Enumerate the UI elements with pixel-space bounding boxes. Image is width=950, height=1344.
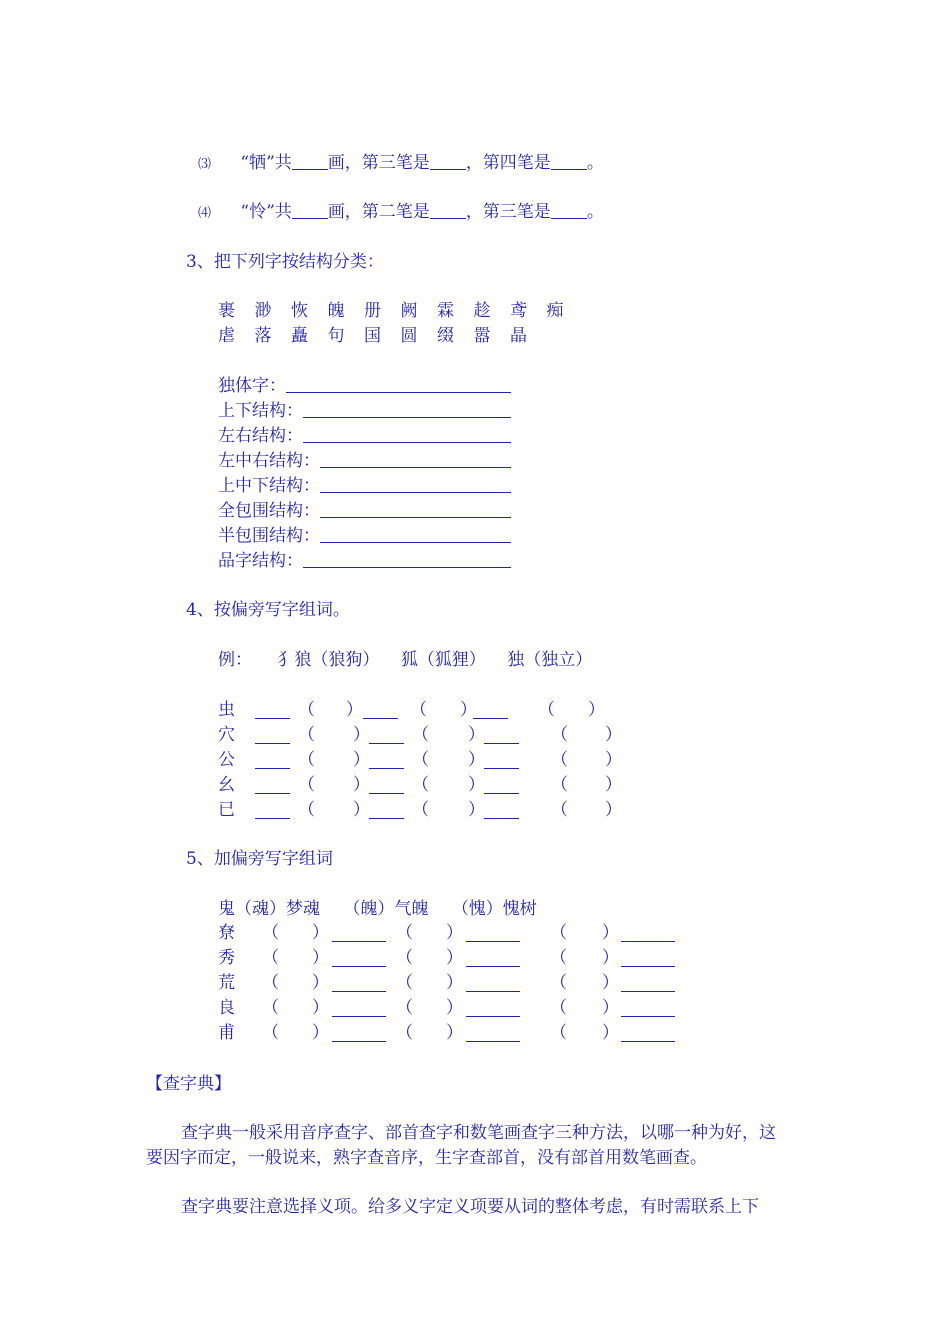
radical: 公 — [218, 750, 235, 770]
close-paren: ） — [353, 725, 370, 745]
paragraph-1-line-1: 查字典一般采用音序查字、部首查字和数笔画查字三种方法，以哪一种为好，这 — [181, 1123, 776, 1143]
open-paren: （ — [550, 1023, 567, 1043]
q4-example — [218, 649, 592, 671]
close-paren: ） — [468, 725, 485, 745]
q3-char-row-1 — [218, 300, 583, 322]
open-paren: （ — [262, 973, 279, 993]
open-paren: （ — [550, 973, 567, 993]
close-paren: ） — [312, 923, 329, 943]
q4-title: 4、按偏旁写字组词。 — [186, 600, 350, 620]
item-text: “牺”共 — [240, 153, 292, 173]
answer-blank[interactable] — [466, 1000, 520, 1017]
char: 虐 — [218, 326, 235, 346]
radical: 幺 — [218, 775, 235, 795]
close-paren: ） — [602, 998, 619, 1018]
q3-title: 3、把下列字按结构分类： — [186, 252, 384, 272]
open-paren: （ — [412, 725, 429, 745]
open-paren: （ — [551, 750, 568, 770]
radical: 穴 — [218, 725, 235, 745]
answer-blank[interactable] — [332, 1025, 386, 1042]
close-paren: ） — [602, 923, 619, 943]
close-paren: ） — [353, 800, 370, 820]
open-paren: （ — [396, 998, 413, 1018]
answer-blank[interactable] — [466, 975, 520, 992]
answer-line[interactable] — [303, 426, 511, 443]
open-paren: （ — [550, 948, 567, 968]
char: 册 — [364, 301, 381, 321]
answer-blank[interactable] — [621, 925, 675, 942]
open-paren: （ — [396, 1023, 413, 1043]
open-paren: （ — [262, 948, 279, 968]
close-paren: ） — [605, 725, 622, 745]
radical: 尞 — [218, 923, 235, 943]
answer-line[interactable] — [303, 551, 511, 568]
answer-blank[interactable] — [292, 153, 328, 170]
category-label: 全包围结构： — [218, 501, 320, 521]
char: 阙 — [400, 301, 418, 321]
radical: 甫 — [218, 1023, 235, 1043]
open-paren: （ — [412, 750, 429, 770]
section-title: 【查字典】 — [146, 1074, 231, 1094]
open-paren: （ — [538, 700, 555, 720]
close-paren: ） — [468, 800, 485, 820]
char: 魄 — [327, 301, 345, 321]
answer-blank[interactable] — [621, 975, 675, 992]
open-paren: （ — [298, 800, 315, 820]
example-item: （魄）气魄 — [343, 899, 429, 919]
category-label: 品字结构： — [218, 551, 303, 571]
answer-line[interactable] — [320, 526, 511, 543]
example-item: 鬼（魂）梦魂 — [218, 899, 320, 919]
paragraph-1-line-2: 要因字而定，一般说来，熟字查音序，生字查部首，没有部首用数笔画查。 — [146, 1148, 707, 1168]
open-paren: （ — [551, 800, 568, 820]
char: 痴 — [546, 301, 564, 321]
open-paren: （ — [550, 923, 567, 943]
category-line — [218, 375, 511, 397]
answer-blank[interactable] — [621, 1000, 675, 1017]
category-label: 独体字： — [218, 376, 286, 396]
answer-blank[interactable] — [369, 777, 404, 794]
q3-char-row-2 — [218, 325, 547, 347]
char: 圆 — [400, 326, 418, 346]
answer-blank[interactable] — [255, 777, 290, 794]
char: 恢 — [291, 301, 308, 321]
char: 国 — [364, 326, 381, 346]
example-label: 例： — [218, 650, 252, 670]
radical: 良 — [218, 998, 235, 1018]
answer-blank[interactable] — [484, 752, 519, 769]
answer-blank[interactable] — [363, 702, 398, 719]
open-paren: （ — [298, 750, 315, 770]
category-line — [218, 450, 511, 472]
radical: 秀 — [218, 948, 235, 968]
answer-line[interactable] — [303, 401, 511, 418]
example-item: （愧）愧树 — [451, 899, 537, 919]
answer-blank[interactable] — [484, 802, 519, 819]
close-paren: ） — [602, 948, 619, 968]
q2-item-4 — [198, 201, 604, 225]
char: 嚣 — [473, 326, 491, 346]
category-line — [218, 500, 511, 522]
category-label: 半包围结构： — [218, 526, 320, 546]
open-paren: （ — [410, 700, 427, 720]
answer-blank[interactable] — [466, 1025, 520, 1042]
open-paren: （ — [396, 973, 413, 993]
open-paren: （ — [412, 800, 429, 820]
item-text: ，第三笔是 — [465, 202, 551, 222]
category-line — [218, 475, 511, 497]
char: 缀 — [437, 326, 454, 346]
category-label: 上中下结构： — [218, 476, 320, 496]
category-label: 左右结构： — [218, 426, 303, 446]
close-paren: ） — [312, 948, 329, 968]
close-paren: ） — [468, 750, 485, 770]
answer-blank[interactable] — [255, 702, 290, 719]
close-paren: ） — [605, 800, 622, 820]
answer-blank[interactable] — [430, 202, 466, 219]
answer-line[interactable] — [320, 451, 511, 468]
close-paren: ） — [446, 998, 463, 1018]
close-paren: ） — [446, 948, 463, 968]
answer-blank[interactable] — [621, 950, 675, 967]
char: 晶 — [510, 326, 527, 346]
radical: 荒 — [218, 973, 235, 993]
close-paren: ） — [468, 775, 485, 795]
open-paren: （ — [551, 725, 568, 745]
answer-blank[interactable] — [369, 727, 404, 744]
char: 句 — [327, 326, 345, 346]
answer-blank[interactable] — [255, 752, 290, 769]
char: 渺 — [254, 301, 272, 321]
item-text: 画，第二笔是 — [327, 202, 430, 222]
char: 趁 — [473, 301, 491, 321]
open-paren: （ — [262, 998, 279, 1018]
category-label: 左中右结构： — [218, 451, 320, 471]
close-paren: ） — [353, 775, 370, 795]
close-paren: ） — [602, 973, 619, 993]
open-paren: （ — [298, 725, 315, 745]
answer-blank[interactable] — [369, 802, 404, 819]
category-line — [218, 550, 511, 572]
example-item: 独（独立） — [507, 650, 593, 670]
close-paren: ） — [460, 700, 477, 720]
close-paren: ） — [446, 973, 463, 993]
radical: 已 — [218, 800, 235, 820]
char: 矗 — [291, 326, 308, 346]
answer-line[interactable] — [286, 376, 511, 393]
answer-blank[interactable] — [332, 950, 386, 967]
char: 鸢 — [510, 301, 527, 321]
item-text: “怜”共 — [240, 202, 292, 222]
answer-blank[interactable] — [621, 1025, 675, 1042]
answer-line[interactable] — [320, 501, 511, 518]
answer-blank[interactable] — [484, 727, 519, 744]
close-paren: ） — [602, 1023, 619, 1043]
close-paren: ） — [346, 700, 363, 720]
close-paren: ） — [588, 700, 605, 720]
answer-blank[interactable] — [466, 925, 520, 942]
close-paren: ） — [605, 750, 622, 770]
close-paren: ） — [353, 750, 370, 770]
char: 霖 — [437, 301, 454, 321]
answer-line[interactable] — [320, 476, 511, 493]
answer-blank[interactable] — [332, 1000, 386, 1017]
char: 落 — [254, 326, 272, 346]
category-line — [218, 425, 511, 447]
category-line — [218, 525, 511, 547]
item-text: ，第四笔是 — [465, 153, 551, 173]
category-label: 上下结构： — [218, 401, 303, 421]
close-paren: ） — [312, 1023, 329, 1043]
answer-blank[interactable] — [484, 777, 519, 794]
open-paren: （ — [262, 923, 279, 943]
answer-blank[interactable] — [369, 752, 404, 769]
example-item: 犭狼（狼狗） — [277, 650, 380, 670]
open-paren: （ — [298, 775, 315, 795]
open-paren: （ — [298, 700, 315, 720]
answer-blank[interactable] — [292, 202, 328, 219]
open-paren: （ — [396, 948, 413, 968]
q5-title: 5、加偏旁写字组词 — [186, 849, 333, 869]
open-paren: （ — [550, 998, 567, 1018]
close-paren: ） — [446, 923, 463, 943]
item-number: ⑶ — [198, 157, 212, 172]
open-paren: （ — [551, 775, 568, 795]
close-paren: ） — [312, 973, 329, 993]
close-paren: ） — [312, 998, 329, 1018]
close-paren: ） — [446, 1023, 463, 1043]
open-paren: （ — [396, 923, 413, 943]
paragraph-2-line-1: 查字典要注意选择义项。给多义字定义项要从词的整体考虑，有时需联系上下 — [181, 1197, 759, 1217]
answer-blank[interactable] — [551, 202, 587, 219]
answer-blank[interactable] — [255, 802, 290, 819]
open-paren: （ — [262, 1023, 279, 1043]
item-number: ⑷ — [198, 206, 212, 221]
answer-blank[interactable] — [255, 727, 290, 744]
q2-item-3 — [198, 152, 604, 176]
answer-blank[interactable] — [430, 153, 466, 170]
answer-blank[interactable] — [332, 925, 386, 942]
close-paren: ） — [605, 775, 622, 795]
answer-blank[interactable] — [473, 702, 508, 719]
example-item: 狐（狐狸） — [400, 650, 486, 670]
category-line — [218, 400, 511, 422]
answer-blank[interactable] — [332, 975, 386, 992]
q5-example — [218, 898, 537, 920]
item-text: 画，第三笔是 — [327, 153, 430, 173]
item-text: 。 — [586, 153, 604, 173]
answer-blank[interactable] — [551, 153, 587, 170]
item-text: 。 — [586, 202, 604, 222]
open-paren: （ — [412, 775, 429, 795]
char: 裹 — [218, 301, 235, 321]
answer-blank[interactable] — [466, 950, 520, 967]
radical: 虫 — [218, 700, 235, 720]
